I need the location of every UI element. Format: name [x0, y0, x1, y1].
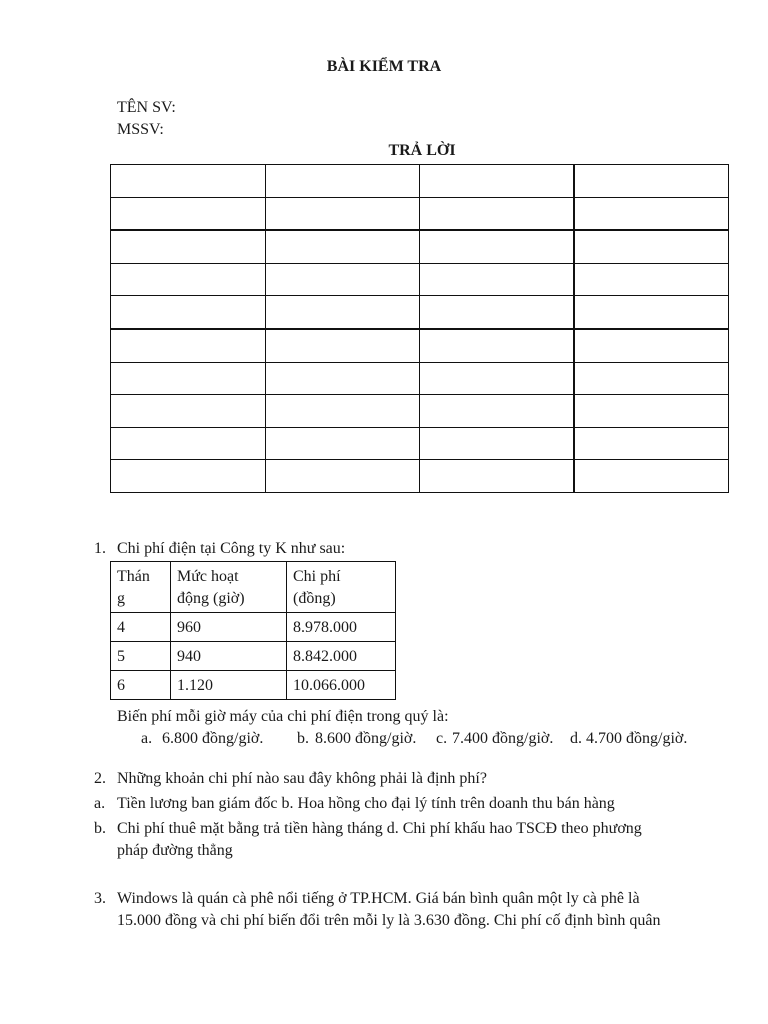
answer-cell	[420, 460, 575, 493]
answer-row	[111, 263, 729, 296]
answer-cell	[111, 296, 266, 329]
answer-cell	[111, 329, 266, 362]
question3-line2: 15.000 đồng và chi phí biến đổi trên mỗi ly là 3.630 đồng. Chi phí cố định bình quân	[117, 912, 661, 929]
table-row	[111, 613, 396, 642]
column-header-activity: Mức hoạt động (giờ)	[171, 562, 287, 613]
answer-cell	[574, 263, 729, 296]
answer-cell	[574, 460, 729, 493]
answer-cell	[265, 197, 420, 230]
answer-row	[111, 460, 729, 493]
answer-cell	[265, 460, 420, 493]
question2-text: Những khoản chi phí nào sau đây không phải là định phí?	[117, 770, 487, 787]
table-cell: 4	[111, 613, 171, 642]
answer-cell	[574, 362, 729, 395]
table-cell: 10.066.000	[287, 671, 396, 700]
question1-text: Chi phí điện tại Công ty K như sau:	[117, 540, 346, 557]
answer-row	[111, 197, 729, 230]
answer-cell	[265, 263, 420, 296]
answer-cell	[420, 230, 575, 263]
question3-number: 3.	[94, 890, 106, 907]
table-cell: 1.120	[171, 671, 287, 700]
table-row	[111, 671, 396, 700]
answer-cell	[574, 329, 729, 362]
answer-cell	[265, 362, 420, 395]
answer-row	[111, 329, 729, 362]
column-header-month: Thán g	[111, 562, 171, 613]
option-a-label: a.	[141, 730, 153, 747]
answer-cell	[420, 263, 575, 296]
answer-cell	[574, 296, 729, 329]
answer-row	[111, 427, 729, 460]
answer-row	[111, 296, 729, 329]
option-a-text: 6.800 đồng/giờ.	[162, 730, 264, 747]
column-header-cost: Chi phí (đồng)	[287, 562, 396, 613]
option-c-text: 7.400 đồng/giờ.	[452, 730, 554, 747]
option-c-label: c.	[436, 730, 448, 747]
answer-row	[111, 165, 729, 198]
answer-row	[111, 395, 729, 428]
question2-line-b-continuation: pháp đường thẳng	[117, 842, 233, 859]
answer-cell	[420, 329, 575, 362]
exam-title: BÀI KIỂM TRA	[326, 58, 442, 75]
table-cell: 8.842.000	[287, 642, 396, 671]
answer-cell	[420, 395, 575, 428]
table-cell: 8.978.000	[287, 613, 396, 642]
answer-cell	[574, 197, 729, 230]
question3-line1: Windows là quán cà phê nổi tiếng ở TP.HCM. Giá bán bình quân một ly cà phê là	[117, 890, 640, 907]
table-cell: 6	[111, 671, 171, 700]
question2-line-b-label: b.	[94, 820, 106, 837]
answer-cell	[111, 165, 266, 198]
table-header-row	[111, 562, 396, 613]
answer-cell	[111, 263, 266, 296]
table-row	[111, 642, 396, 671]
answer-cell	[111, 362, 266, 395]
answer-cell	[574, 395, 729, 428]
answer-cell	[111, 230, 266, 263]
question2-number: 2.	[94, 770, 106, 787]
answer-cell	[265, 230, 420, 263]
answer-cell	[111, 427, 266, 460]
question2-line-b-text: Chi phí thuê mặt bằng trả tiền hàng tháng d. Chi phí khấu hao TSCĐ theo phương	[117, 820, 642, 837]
question1-prompt: Biến phí mỗi giờ máy của chi phí điện trong quý là:	[117, 708, 449, 725]
answer-cell	[111, 460, 266, 493]
answer-cell	[111, 197, 266, 230]
answer-cell	[265, 329, 420, 362]
option-b-text: 8.600 đồng/giờ.	[315, 730, 417, 747]
option-b-label: b.	[297, 730, 309, 747]
answer-cell	[574, 230, 729, 263]
student-name-label: TÊN SV:	[117, 99, 176, 116]
answer-cell	[265, 395, 420, 428]
question1-number: 1.	[94, 540, 106, 557]
answer-row	[111, 230, 729, 263]
option-d-label: d.	[570, 730, 582, 747]
answer-cell	[420, 362, 575, 395]
table-cell: 940	[171, 642, 287, 671]
answer-cell	[420, 296, 575, 329]
question2-line-a-text: Tiền lương ban giám đốc b. Hoa hồng cho đại lý tính trên doanh thu bán hàng	[117, 795, 615, 812]
answer-cell	[420, 197, 575, 230]
answer-cell	[574, 165, 729, 198]
table-cell: 960	[171, 613, 287, 642]
student-id-label: MSSV:	[117, 121, 164, 138]
option-d-text: 4.700 đồng/giờ.	[586, 730, 688, 747]
answer-cell	[420, 165, 575, 198]
electricity-cost-table	[110, 561, 396, 700]
answer-grid	[110, 164, 729, 493]
question2-line-a-label: a.	[94, 795, 106, 812]
table-cell: 5	[111, 642, 171, 671]
answer-cell	[265, 165, 420, 198]
answer-cell	[265, 296, 420, 329]
answer-cell	[420, 427, 575, 460]
answer-cell	[574, 427, 729, 460]
answer-row	[111, 362, 729, 395]
answer-cell	[111, 395, 266, 428]
answer-title: TRẢ LỜI	[388, 142, 456, 159]
answer-cell	[265, 427, 420, 460]
